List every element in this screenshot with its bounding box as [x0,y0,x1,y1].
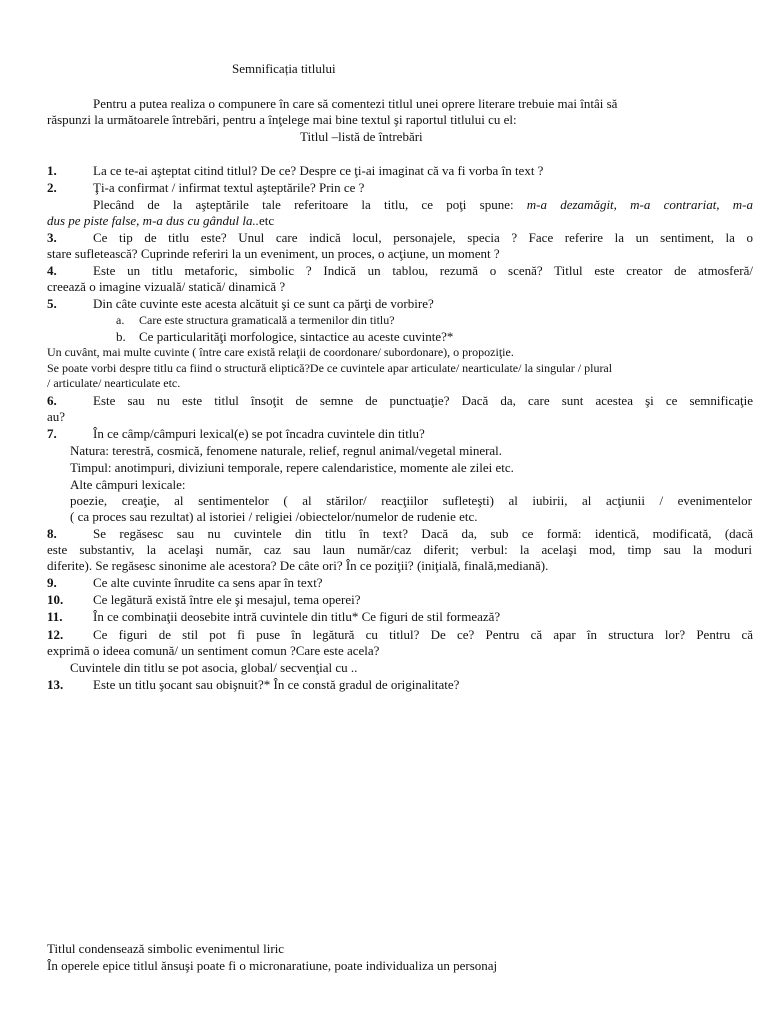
question-12-line-2: exprimă o ideea comună/ un sentiment comun ?Care este acela? [47,643,380,658]
question-4-line-1: Este un titlu metaforic, simbolic ? Indică un tablou, rezumă o scenă? Titlul este creator de atmosferă/ [93,263,753,278]
question-7-text: În ce câmp/câmpuri lexical(e) se pot încadra cuvintele din titlu? [93,426,425,441]
footer-line-2: În operele epice titlul ănsuşi poate fi o micronaratiune, poate individualiza un personaj [47,958,498,973]
page-title: Semnificația titlului [232,61,336,76]
question-2-sub-plain: Plecând de la aşteptările tale referitoare la titlu, ce poţi spune: [93,197,527,212]
question-12-line-3: Cuvintele din titlu se pot asocia, global/ secvenţial cu .. [70,660,358,675]
sub-item-marker: a. [116,313,125,327]
question-5b-text: Ce particularităţi morfologice, sintactice au aceste cuvinte?* [139,329,454,344]
question-6-line-2: au? [47,409,66,424]
question-2-sub-italic-2: dus pe piste false, m-a dus cu gândul la.. [47,213,259,228]
lexical-fields-line-2: ( ca proces sau rezultat) al istoriei / religiei /obiectelor/numelor de rudenie etc. [70,509,478,524]
question-number: 5. [47,296,57,311]
question-3-line-1: Ce tip de titlu este? Unul care indică locul, personajele, specia ? Face referire la un sentiment, la o [93,230,753,245]
question-number: 8. [47,526,57,541]
question-3-line-2: stare sufletească? Cuprinde referiri la un eveniment, un proces, o acţiune, un moment ? [47,246,500,261]
question-5a-text: Care este structura gramaticală a termenilor din titlu? [139,313,395,327]
lexical-field-other-heading: Alte câmpuri lexicale: [70,477,186,492]
question-12-line-1: Ce figuri de stil pot fi puse în legătură cu titlul? De ce? Pentru că apar în structura lor? Pentru că [93,627,753,642]
question-8-line-2: este substantiv, la acelaşi număr, caz sau laun număr/caz diferit; verbul: la acelaşi mod, timp sau la moduri [47,542,752,557]
question-5-note-3: / articulate/ nearticulate etc. [47,376,181,390]
footer-line-1: Titlul condensează simbolic evenimentul liric [47,941,285,956]
question-10-text: Ce legătură există între ele şi mesajul, tema operei? [93,592,361,607]
question-11-text: În ce combinaţii deosebite intră cuvintele din titlu* Ce figuri de stil formează? [93,609,501,624]
lexical-field-time: Timpul: anotimpuri, diviziuni temporale, repere calendaristice, momente ale zilei etc. [70,460,514,475]
question-5-note-1: Un cuvânt, mai multe cuvinte ( între care există relaţii de coordonare/ subordonare), o propoziţie. [47,345,514,359]
question-9-text: Ce alte cuvinte înrudite ca sens apar în text? [93,575,323,590]
question-number: 13. [47,677,64,692]
question-4-line-2: creează o imagine vizuală/ statică/ dinamică ? [47,279,286,294]
question-number: 1. [47,163,57,178]
section-subtitle: Titlul –listă de întrebări [300,129,423,144]
sub-item-marker: b. [116,329,126,344]
question-number: 3. [47,230,57,245]
question-2-sub-end: etc [258,213,275,228]
question-1-text: La ce te-ai aşteptat citind titlul? De ce? Despre ce ţi-ai imaginat că va fi vorba în text ? [93,163,544,178]
question-5-note-2: Se poate vorbi despre titlu ca fiind o structură eliptică?De ce cuvintele apar articulate/ nearticulate/ la singular / plural [47,361,613,375]
lexical-field-nature: Natura: terestră, cosmică, fenomene naturale, relief, regnul animal/vegetal mineral. [70,443,503,458]
question-number: 11. [47,609,63,624]
question-13-text: Este un titlu şocant sau obişnuit?* În ce constă gradul de originalitate? [93,677,460,692]
question-number: 9. [47,575,57,590]
question-2-text: Ţi-a confirmat / infirmat textul aşteptările? Prin ce ? [93,180,365,195]
question-2-sub-line-1 [93,196,753,213]
intro-line-1: Pentru a putea realiza o compunere în care să comentezi titlul unei oprere literare trebuie mai întâi să [93,96,618,111]
question-8-line-1: Se regăsesc sau nu cuvintele din titlu în text? Dacă da, sub ce formă: identică, modificată, (dacă [93,526,753,541]
question-number: 6. [47,393,57,408]
question-2-sub-italic: m-a dezamăgit, m-a contrariat, m-a [526,197,753,212]
question-number: 4. [47,263,57,278]
intro-line-2: răspunzi la următoarele întrebări, pentru a înţelege mai bine textul şi raportul titlului cu el: [47,112,517,127]
lexical-fields-line-1: poezie, creaţie, al sentimentelor ( al stărilor/ reacţiilor sufleteşti) al iubirii, al acţiunii / evenimentelor [70,493,752,508]
question-number: 2. [47,180,57,195]
question-number: 7. [47,426,57,441]
question-5-text: Din câte cuvinte este acesta alcătuit şi ce sunt ca părţi de vorbire? [93,296,434,311]
question-6-line-1: Este sau nu este titlul însoţit de semne de punctuaţie? Dacă da, care sunt acestea şi ce semnificaţie [93,393,753,408]
question-number: 10. [47,592,64,607]
question-2-sub-line-2 [47,212,752,229]
question-8-line-3: diferite). Se regăsesc sinonime ale acestora? De câte ori? În ce poziţii? (iniţială, finală,mediană). [47,558,549,573]
question-number: 12. [47,627,64,642]
